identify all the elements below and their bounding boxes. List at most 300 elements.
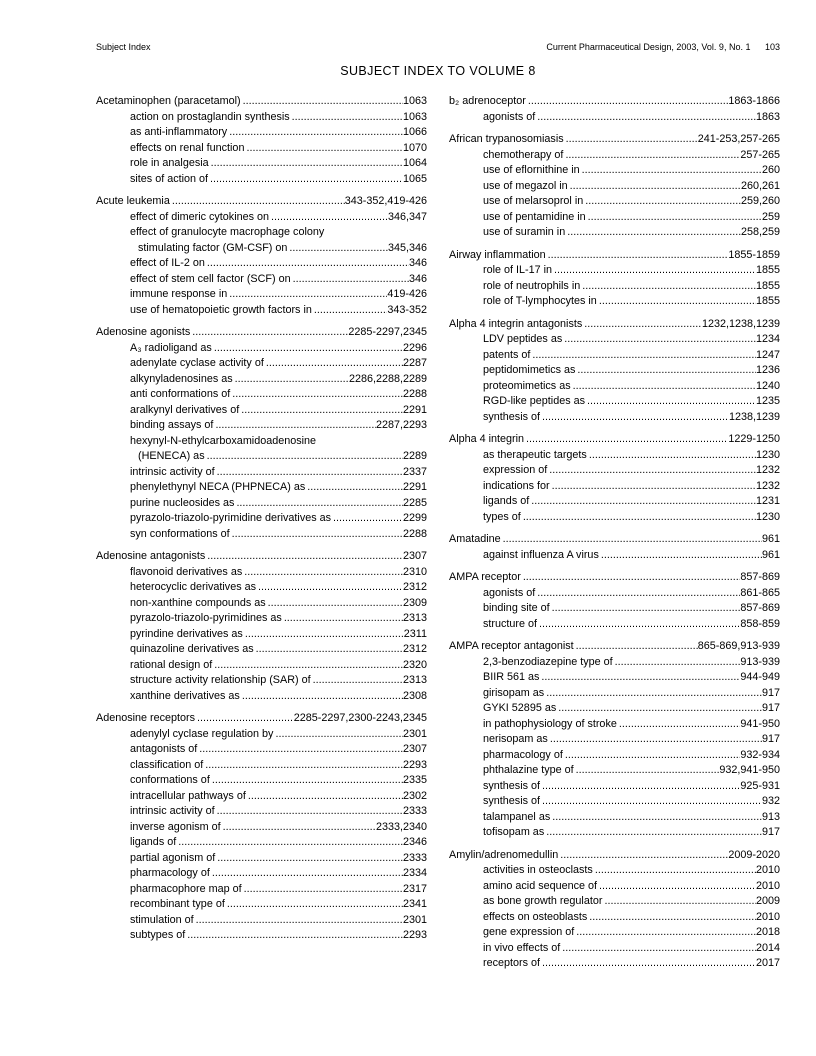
index-group bbox=[96, 94, 427, 187]
page-number: 2286,2288,2289 bbox=[348, 372, 427, 385]
index-column bbox=[96, 94, 427, 979]
index-group bbox=[449, 317, 780, 426]
entry-text: use of suramin in bbox=[483, 226, 566, 238]
index-subentry bbox=[96, 773, 427, 789]
page-number: 2346 bbox=[402, 836, 427, 848]
entry-text: nerisopam as bbox=[483, 733, 548, 745]
entry-text: synthesis of bbox=[483, 795, 541, 807]
entry-text: synthesis of bbox=[483, 410, 541, 423]
entry-text: purine nucleosides as bbox=[130, 496, 235, 509]
page-number: 2010 bbox=[755, 910, 780, 923]
dot-leader bbox=[268, 596, 403, 612]
index-subentry bbox=[449, 670, 780, 686]
page-number: 1230 bbox=[755, 448, 780, 461]
running-head-left: Subject Index bbox=[96, 42, 151, 52]
entry-text: antagonists of bbox=[130, 743, 198, 755]
entry-text: binding site of bbox=[483, 602, 550, 614]
page-number: 2307 bbox=[402, 743, 427, 755]
dot-leader bbox=[552, 810, 762, 826]
dot-leader bbox=[246, 141, 403, 157]
entry-text: Adenosine agonists bbox=[96, 326, 191, 338]
page-number: 2289 bbox=[402, 450, 427, 462]
index-group bbox=[449, 848, 780, 972]
index-subentry bbox=[449, 701, 780, 717]
dot-leader bbox=[558, 701, 762, 717]
entry-text: use of hematopoietic growth factors in bbox=[130, 303, 312, 316]
dot-leader bbox=[199, 742, 403, 758]
page-number: 1232 bbox=[755, 464, 780, 476]
page-number: 257-265 bbox=[740, 148, 780, 161]
index-subentry bbox=[449, 194, 780, 210]
page-number: 343-352 bbox=[387, 303, 427, 316]
page-number: 1238,1239 bbox=[728, 410, 780, 423]
dot-leader bbox=[314, 303, 388, 319]
entry-text: Airway inflammation bbox=[449, 248, 546, 261]
index-entry-main bbox=[96, 194, 427, 210]
entry-text: patents of bbox=[483, 348, 531, 361]
dot-leader bbox=[217, 804, 403, 820]
index-subentry bbox=[96, 465, 427, 481]
entry-text: gene expression of bbox=[483, 926, 575, 938]
dot-leader bbox=[289, 241, 388, 257]
page-number: 917 bbox=[761, 826, 780, 838]
page-number: 2017 bbox=[755, 957, 780, 969]
page-number: 2299 bbox=[402, 512, 427, 524]
dot-leader bbox=[546, 686, 762, 702]
page-number: 2308 bbox=[402, 689, 427, 702]
index-subentry bbox=[449, 294, 780, 310]
page-number: 1863 bbox=[755, 110, 780, 123]
page-number: 1232 bbox=[755, 479, 780, 492]
entry-text: use of eflornithine in bbox=[483, 164, 580, 176]
entry-text: partial agonism of bbox=[130, 851, 216, 864]
dot-leader bbox=[619, 717, 741, 733]
page-number: 346 bbox=[408, 272, 427, 285]
entry-text: role of IL-17 in bbox=[483, 264, 553, 276]
index-subentry bbox=[449, 179, 780, 195]
index-group bbox=[449, 248, 780, 310]
index-subentry bbox=[449, 394, 780, 410]
entry-text: Alpha 4 integrin antagonists bbox=[449, 317, 583, 330]
index-subentry bbox=[96, 110, 427, 126]
dot-leader bbox=[333, 511, 403, 527]
page-number: 241-253,257-265 bbox=[697, 133, 780, 145]
index-subentry bbox=[96, 580, 427, 596]
index-subentry bbox=[449, 910, 780, 926]
page-number: 2312 bbox=[402, 643, 427, 655]
index-group bbox=[449, 639, 780, 841]
index-subentry bbox=[449, 110, 780, 126]
entry-text: intracellular pathways of bbox=[130, 789, 246, 802]
entry-text: BIIR 561 as bbox=[483, 671, 540, 683]
page-number: 925-931 bbox=[740, 779, 780, 792]
page-number: 2285-2297,2345 bbox=[348, 326, 427, 338]
page-number: 857-869 bbox=[740, 571, 780, 583]
page-number: 2335 bbox=[402, 774, 427, 786]
dot-leader bbox=[526, 432, 728, 448]
entry-text: pyrazolo-triazolo-pyrimidine derivatives as bbox=[130, 512, 332, 524]
entry-text: as bone growth regulator bbox=[483, 895, 603, 907]
index-subentry bbox=[449, 810, 780, 826]
entry-text: in pathophysiology of stroke bbox=[483, 717, 617, 730]
index-subentry bbox=[449, 363, 780, 379]
page-number: 1070 bbox=[402, 141, 427, 154]
entry-text: effect of dimeric cytokines on bbox=[130, 210, 270, 223]
entry-text: adenylyl cyclase regulation by bbox=[130, 727, 274, 740]
entry-text: pyrazolo-triazolo-pyrimidines as bbox=[130, 612, 282, 624]
page-number: 2341 bbox=[402, 898, 427, 910]
index-subentry bbox=[96, 241, 427, 257]
index-entry-main bbox=[96, 711, 427, 727]
dot-leader bbox=[187, 928, 403, 944]
index-subentry bbox=[96, 287, 427, 303]
page-number: 2010 bbox=[755, 879, 780, 892]
index-subentry bbox=[449, 601, 780, 617]
entry-text: stimulation of bbox=[130, 913, 194, 926]
index-subentry bbox=[96, 418, 427, 434]
dot-leader bbox=[542, 794, 762, 810]
page-number: 419-426 bbox=[387, 288, 427, 300]
entry-text: sites of action of bbox=[130, 172, 209, 185]
index-subentry bbox=[96, 172, 427, 188]
dot-leader bbox=[214, 658, 403, 674]
index-subentry bbox=[449, 732, 780, 748]
entry-text: peptidomimetics as bbox=[483, 364, 576, 376]
entry-text: expression of bbox=[483, 464, 548, 476]
entry-text: pharmacology of bbox=[130, 867, 210, 879]
entry-text: AMPA receptor bbox=[449, 571, 521, 583]
dot-leader bbox=[192, 325, 348, 341]
dot-leader bbox=[528, 94, 729, 110]
index-subentry bbox=[96, 627, 427, 643]
entry-text: immune response in bbox=[130, 288, 228, 300]
entry-text: tofisopam as bbox=[483, 826, 545, 838]
index-subentry bbox=[96, 403, 427, 419]
index-subentry bbox=[96, 758, 427, 774]
dot-leader bbox=[293, 272, 409, 288]
index-subentry bbox=[449, 717, 780, 733]
index-group bbox=[96, 711, 427, 944]
index-group bbox=[449, 94, 780, 125]
page-number: 1229-1250 bbox=[728, 433, 780, 445]
dot-leader bbox=[227, 897, 403, 913]
page-number: 1247 bbox=[755, 348, 780, 361]
dot-leader bbox=[541, 670, 740, 686]
page-number: 857-869 bbox=[740, 602, 780, 614]
dot-leader bbox=[284, 611, 403, 627]
dot-leader bbox=[313, 673, 403, 689]
page-number: 2301 bbox=[402, 913, 427, 926]
index-group bbox=[96, 194, 427, 318]
index-subentry bbox=[96, 256, 427, 272]
entry-text: against influenza A virus bbox=[483, 548, 599, 561]
entry-text: Acute leukemia bbox=[96, 195, 170, 207]
entry-text: ligands of bbox=[130, 836, 177, 848]
dot-leader bbox=[577, 363, 756, 379]
dot-leader bbox=[243, 94, 403, 110]
index-subentry bbox=[449, 463, 780, 479]
index-subentry-wrap bbox=[96, 434, 427, 450]
dot-leader bbox=[599, 294, 756, 310]
dot-leader bbox=[589, 910, 756, 926]
entry-text: conformations of bbox=[130, 774, 210, 786]
page-number: 913 bbox=[761, 810, 780, 823]
entry-text: role of T-lymphocytes in bbox=[483, 295, 597, 307]
index-subentry bbox=[449, 263, 780, 279]
dot-leader bbox=[212, 773, 403, 789]
dot-leader bbox=[537, 110, 756, 126]
page-number: 2285 bbox=[402, 496, 427, 509]
entry-text: use of megazol in bbox=[483, 179, 568, 192]
index-subentry bbox=[449, 210, 780, 226]
index-subentry bbox=[96, 866, 427, 882]
dot-leader bbox=[546, 825, 762, 841]
page-number: 1863-1866 bbox=[728, 95, 780, 107]
dot-leader bbox=[242, 689, 403, 705]
entry-text: anti conformations of bbox=[130, 388, 231, 400]
page-number: 2010 bbox=[755, 864, 780, 876]
page-number: 1236 bbox=[755, 364, 780, 376]
entry-text: effects on osteoblasts bbox=[483, 910, 588, 923]
index-subentry bbox=[96, 356, 427, 372]
entry-text: aralkynyl derivatives of bbox=[130, 403, 240, 416]
page-number: 2018 bbox=[755, 926, 780, 938]
dot-leader bbox=[542, 956, 756, 972]
running-head-right bbox=[546, 42, 780, 52]
dot-leader bbox=[211, 156, 403, 172]
entry-text: Adenosine receptors bbox=[96, 712, 196, 724]
index-subentry bbox=[96, 511, 427, 527]
dot-leader bbox=[232, 527, 403, 543]
page-number: 932-934 bbox=[740, 748, 780, 761]
dot-leader bbox=[245, 627, 404, 643]
index-subentry bbox=[96, 913, 427, 929]
entry-text: Amatadine bbox=[449, 533, 501, 545]
dot-leader bbox=[532, 348, 756, 364]
index-subentry bbox=[449, 225, 780, 241]
entry-text: subtypes of bbox=[130, 929, 186, 941]
index-subentry bbox=[449, 448, 780, 464]
page-number: 2313 bbox=[402, 674, 427, 686]
entry-text: girisopam as bbox=[483, 686, 545, 699]
index-subentry bbox=[96, 928, 427, 944]
dot-leader bbox=[229, 287, 387, 303]
index-subentry bbox=[449, 548, 780, 564]
entry-text: intrinsic activity of bbox=[130, 805, 215, 817]
page-number: 259 bbox=[761, 210, 780, 223]
index-subentry bbox=[96, 496, 427, 512]
index-subentry bbox=[449, 779, 780, 795]
dot-leader bbox=[542, 410, 729, 426]
dot-leader bbox=[554, 263, 756, 279]
page-number: 2311 bbox=[403, 627, 427, 640]
dot-leader bbox=[595, 863, 756, 879]
entry-text: African trypanosomiasis bbox=[449, 133, 564, 145]
index-subentry bbox=[449, 510, 780, 526]
index-subentry bbox=[96, 156, 427, 172]
index-subentry bbox=[96, 449, 427, 465]
index-group bbox=[449, 432, 780, 525]
page-number: 2333 bbox=[402, 851, 427, 864]
entry-text: Adenosine antagonists bbox=[96, 550, 206, 562]
dot-leader bbox=[229, 125, 403, 141]
entry-text: stimulating factor (GM-CSF) on bbox=[138, 241, 288, 254]
entry-text: binding assays of bbox=[130, 419, 214, 431]
dot-leader bbox=[567, 225, 741, 241]
index-entry-main bbox=[449, 432, 780, 448]
dot-leader bbox=[214, 341, 403, 357]
index-subentry bbox=[449, 655, 780, 671]
index-subentry bbox=[96, 897, 427, 913]
index-subentry bbox=[96, 689, 427, 705]
index-subentry bbox=[449, 494, 780, 510]
running-head-page-number: 103 bbox=[764, 42, 780, 52]
dot-leader bbox=[244, 565, 403, 581]
index-subentry bbox=[449, 941, 780, 957]
dot-leader bbox=[178, 835, 403, 851]
page-number: 2333,2340 bbox=[375, 820, 427, 833]
page-number: 260 bbox=[761, 164, 780, 176]
page-number: 2009 bbox=[755, 895, 780, 907]
index-subentry bbox=[449, 879, 780, 895]
entry-text: effects on renal function bbox=[130, 141, 245, 154]
page-number: 2291 bbox=[402, 403, 427, 416]
page-number: 917 bbox=[761, 686, 780, 699]
dot-leader bbox=[210, 172, 403, 188]
index-subentry bbox=[449, 686, 780, 702]
index-subentry bbox=[96, 658, 427, 674]
dot-leader bbox=[244, 882, 403, 898]
index-subentry bbox=[449, 163, 780, 179]
index-entry-main bbox=[449, 848, 780, 864]
entry-text: 2,3-benzodiazepine type of bbox=[483, 655, 613, 668]
page-number: 2014 bbox=[755, 941, 780, 954]
entry-text: (HENECA) as bbox=[138, 450, 205, 462]
dot-leader bbox=[271, 210, 388, 226]
page-number: 1064 bbox=[402, 157, 427, 169]
index-entry-main bbox=[449, 132, 780, 148]
index-subentry bbox=[449, 794, 780, 810]
entry-text: as anti-inflammatory bbox=[130, 126, 228, 138]
page-number: 1240 bbox=[755, 379, 780, 392]
page-number: 2287,2293 bbox=[375, 419, 427, 431]
entry-text: Alpha 4 integrin bbox=[449, 433, 525, 445]
entry-text: pharmacophore map of bbox=[130, 882, 242, 895]
entry-text: classification of bbox=[130, 758, 204, 771]
dot-leader bbox=[523, 510, 756, 526]
entry-text: role of neutrophils in bbox=[483, 279, 581, 292]
dot-leader bbox=[576, 639, 698, 655]
entry-text: alkynyladenosines as bbox=[130, 372, 233, 385]
entry-text: structure of bbox=[483, 617, 538, 630]
entry-text: proteomimetics as bbox=[483, 379, 571, 392]
page-number: 865-869,913-939 bbox=[697, 640, 780, 652]
index-entry-main bbox=[96, 325, 427, 341]
page-number: 961 bbox=[761, 548, 780, 561]
entry-text: use of melarsoprol in bbox=[483, 195, 584, 207]
index-subentry bbox=[449, 410, 780, 426]
dot-leader bbox=[566, 132, 698, 148]
index-column bbox=[449, 94, 780, 979]
index-entry-main bbox=[449, 639, 780, 655]
page-number: 861-865 bbox=[740, 586, 780, 599]
index-entry-main bbox=[449, 532, 780, 548]
dot-leader bbox=[523, 570, 741, 586]
dot-leader bbox=[587, 394, 756, 410]
index-subentry bbox=[96, 210, 427, 226]
entry-text: indications for bbox=[483, 479, 550, 492]
page-number: 2337 bbox=[402, 465, 427, 478]
page-number: 932 bbox=[761, 795, 780, 807]
entry-text: talampanel as bbox=[483, 810, 551, 823]
index-subentry bbox=[96, 565, 427, 581]
entry-text: RGD-like peptides as bbox=[483, 395, 586, 407]
entry-text: activities in osteoclasts bbox=[483, 864, 593, 876]
page-number: 2310 bbox=[402, 565, 427, 578]
page-number: 346 bbox=[408, 257, 427, 269]
page-number: 2301 bbox=[402, 727, 427, 740]
page-number: 2285-2297,2300-2243,2345 bbox=[293, 712, 427, 724]
entry-text: phenylethynyl NECA (PHPNECA) as bbox=[130, 481, 306, 493]
page-number: 1232,1238,1239 bbox=[701, 317, 780, 330]
index-subentry bbox=[96, 673, 427, 689]
index-group bbox=[449, 132, 780, 241]
dot-leader bbox=[217, 465, 403, 481]
dot-leader bbox=[582, 279, 756, 295]
page-number: 1231 bbox=[755, 495, 780, 507]
index-entry-main bbox=[96, 94, 427, 110]
index-subentry bbox=[96, 141, 427, 157]
page-number: 917 bbox=[761, 733, 780, 745]
index-subentry bbox=[449, 617, 780, 633]
page-number: 932,941-950 bbox=[719, 764, 780, 776]
index-subentry bbox=[449, 925, 780, 941]
entry-text: AMPA receptor antagonist bbox=[449, 640, 574, 652]
entry-text: action on prostaglandin synthesis bbox=[130, 110, 290, 123]
dot-leader bbox=[565, 148, 740, 164]
dot-leader bbox=[223, 820, 376, 836]
dot-leader bbox=[560, 848, 728, 864]
page-number: 2293 bbox=[402, 929, 427, 941]
index-subentry bbox=[96, 611, 427, 627]
entry-text: non-xanthine compounds as bbox=[130, 596, 266, 609]
index-subentry bbox=[96, 596, 427, 612]
entry-text: effect of stem cell factor (SCF) on bbox=[130, 272, 291, 285]
index-subentry bbox=[96, 642, 427, 658]
page-number: 346,347 bbox=[387, 210, 427, 223]
index-subentry bbox=[96, 742, 427, 758]
dot-leader bbox=[552, 479, 756, 495]
index-subentry bbox=[96, 527, 427, 543]
entry-text: chemotherapy of bbox=[483, 148, 564, 161]
page-number: 2288 bbox=[402, 388, 427, 400]
index-subentry bbox=[96, 820, 427, 836]
dot-leader bbox=[550, 732, 762, 748]
entry-text: agonists of bbox=[483, 110, 536, 123]
dot-leader bbox=[584, 317, 702, 333]
page-number: 917 bbox=[761, 702, 780, 714]
entry-text: LDV peptides as bbox=[483, 333, 563, 345]
dot-leader bbox=[531, 494, 756, 510]
dot-leader bbox=[549, 463, 756, 479]
index-subentry bbox=[449, 348, 780, 364]
index-subentry bbox=[449, 148, 780, 164]
index-group bbox=[449, 532, 780, 563]
entry-text: heterocyclic derivatives as bbox=[130, 581, 257, 593]
entry-text: A₃ radioligand as bbox=[130, 341, 212, 354]
page-number: 1065 bbox=[402, 172, 427, 185]
index-subentry bbox=[96, 804, 427, 820]
